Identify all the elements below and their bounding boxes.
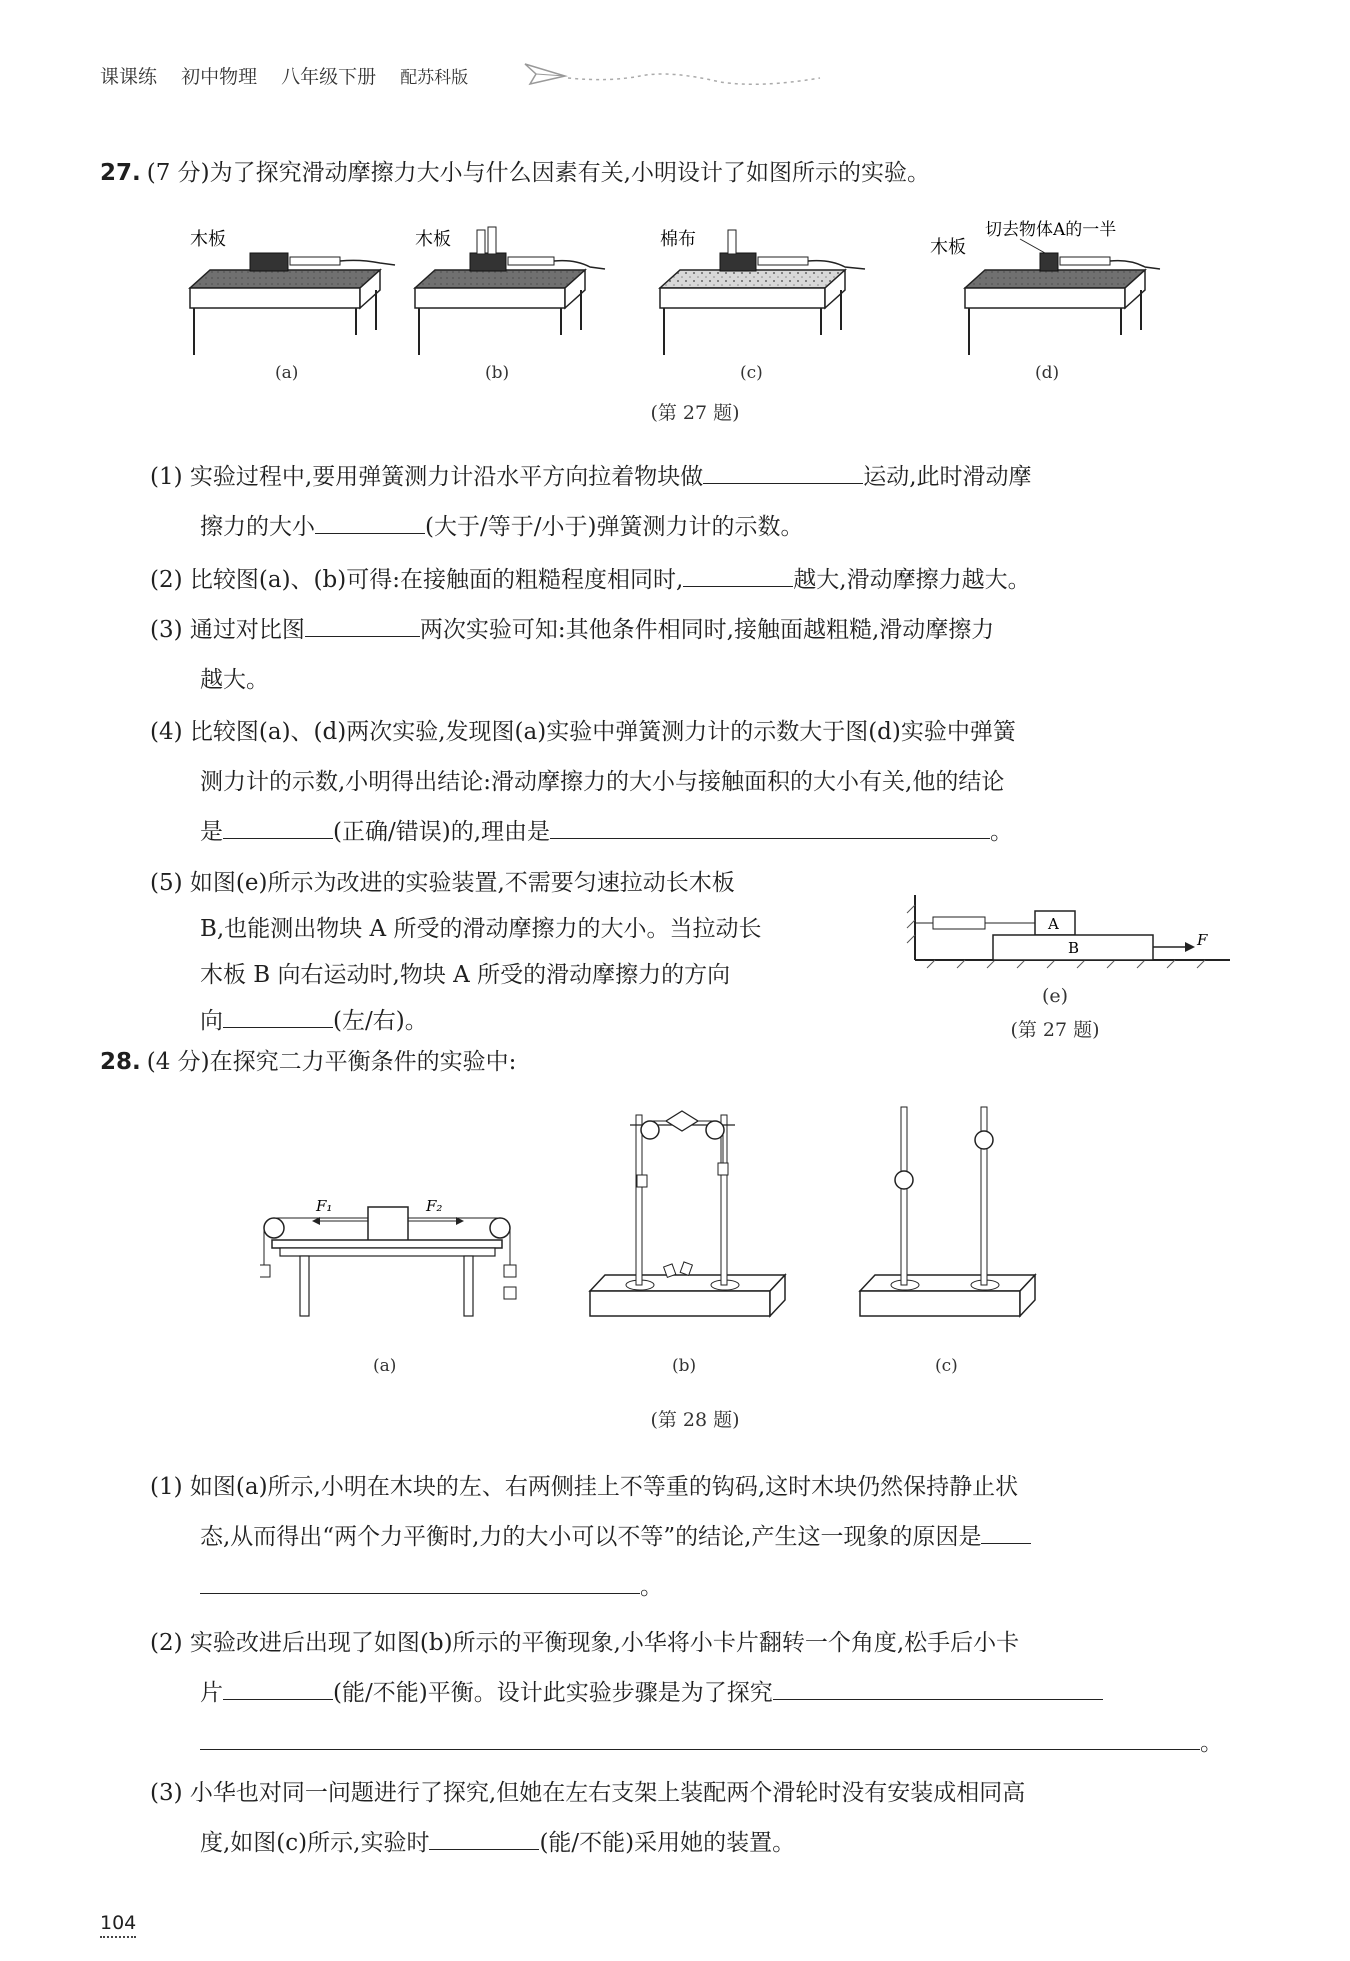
q27-fig-b-surface: 木板 bbox=[415, 229, 451, 250]
q28-fig-a-weight-right bbox=[504, 1265, 516, 1277]
q28-sub2-blank-judge[interactable] bbox=[223, 1671, 333, 1700]
q28-fig-a-f2-label: F₂ bbox=[426, 1197, 443, 1215]
q27-fig-c-cloth bbox=[660, 270, 845, 288]
q27-fig-e-force-label: F bbox=[1197, 931, 1208, 949]
q28-caption: (第 28 题) bbox=[650, 1409, 740, 1431]
q28-sub2: (2) 实验改进后出现了如图(b)所示的平衡现象,小华将小卡片翻转一个角度,松手后小卡 片 (能/不能)平衡。设计此实验步骤是为了探究 。 bbox=[150, 1630, 1223, 1756]
q27-sub4-blank-reason[interactable] bbox=[550, 810, 990, 839]
q28-fig-c-post-left bbox=[901, 1107, 907, 1285]
q27-fig-c-weight bbox=[728, 230, 736, 254]
q27-fig-e-label: (e) bbox=[1041, 985, 1069, 1007]
q27-fig-a-spring-scale bbox=[290, 257, 340, 265]
q28-fig-c-label: (c) bbox=[935, 1356, 958, 1375]
q27-number: 27. bbox=[100, 160, 141, 186]
q27-sub5-blank[interactable] bbox=[223, 999, 333, 1028]
header-grade: 八年级下册 bbox=[281, 66, 377, 88]
q27-fig-b-board bbox=[415, 270, 585, 288]
q28-fig-a-label: (a) bbox=[373, 1356, 397, 1375]
q28-fig-b-base bbox=[590, 1275, 785, 1291]
q27-caption: (第 27 题) bbox=[650, 402, 740, 424]
q27-fig-c-surface: 棉布 bbox=[660, 229, 696, 250]
q27-fig-e-spring-scale bbox=[933, 917, 985, 929]
q27-figure-c bbox=[660, 229, 865, 383]
page-header bbox=[100, 62, 486, 89]
q27-sub5: (5) 如图(e)所示为改进的实验装置,不需要匀速拉动长木板 B,也能测出物块 A 所受的滑动摩擦力的大小。当拉动长 木板 B 向右运动时,物块 A 所受的滑动摩擦力的方向 向 (左/右)。 bbox=[150, 870, 762, 1034]
q28-fig-a-table bbox=[272, 1240, 502, 1248]
q27-fig-d-half-block bbox=[1040, 253, 1058, 271]
q28-fig-a-weight-left bbox=[260, 1265, 270, 1277]
q27-sub2-blank[interactable] bbox=[683, 558, 793, 587]
page-number: 104 bbox=[100, 1912, 136, 1938]
q27-fig-a-block bbox=[250, 253, 288, 271]
q28-fig-b-pulley-left bbox=[641, 1121, 659, 1139]
q28-fig-b-label: (b) bbox=[672, 1356, 697, 1375]
q27-figure-d bbox=[930, 220, 1160, 383]
q28-figure-c bbox=[860, 1107, 1035, 1375]
q27-sub3: (3) 通过对比图 两次实验可知:其他条件相同时,接触面越粗糙,滑动摩擦力 越大。 bbox=[150, 605, 1230, 705]
q27-sub3-blank[interactable] bbox=[305, 608, 420, 637]
q27-fig-d-hand bbox=[1110, 261, 1160, 269]
q28-fig-b-pulley-right bbox=[706, 1121, 724, 1139]
q27-fig-e-caption: (第 27 题) bbox=[1010, 1019, 1100, 1041]
q28-fig-b-weight-left bbox=[637, 1175, 647, 1187]
q27-fig-b-label: (b) bbox=[485, 363, 510, 383]
q27-sub2: (2) 比较图(a)、(b)可得:在接触面的粗糙程度相同时, 越大,滑动摩擦力越大。 bbox=[150, 555, 1230, 605]
q27-fig-b-block bbox=[470, 253, 506, 271]
q28-fig-b-weight-right bbox=[718, 1163, 728, 1175]
q27-figure-b bbox=[415, 227, 605, 383]
header-series: 课课练 bbox=[100, 66, 158, 88]
q27-figure-a bbox=[190, 229, 395, 383]
q27-fig-e-label-b: B bbox=[1068, 939, 1080, 957]
q28-fig-c-base bbox=[860, 1275, 1035, 1291]
q27-fig-d-board bbox=[965, 270, 1145, 288]
header-paper-plane-decoration bbox=[520, 52, 830, 102]
q28-intro-line bbox=[100, 1047, 516, 1077]
q27-fig-c-spring-scale bbox=[758, 257, 808, 265]
q27-fig-d-note: 切去物体A的一半 bbox=[985, 220, 1117, 240]
q27-fig-e-label-a: A bbox=[1048, 915, 1059, 933]
q28-intro: (4 分)在探究二力平衡条件的实验中: bbox=[146, 1049, 517, 1075]
q28-fig-a-pulley-left bbox=[264, 1218, 284, 1238]
q28-fig-b-post-right bbox=[721, 1115, 727, 1285]
header-edition: 配苏科版 bbox=[400, 68, 469, 88]
q28-fig-c-pulley-right bbox=[975, 1131, 993, 1149]
q27-fig-c-block bbox=[720, 253, 756, 271]
q28-fig-a-pulley-right bbox=[490, 1218, 510, 1238]
q28-figure-a bbox=[260, 1197, 516, 1375]
q28-fig-b-post-left bbox=[636, 1115, 642, 1285]
q27-fig-c-label: (c) bbox=[740, 363, 763, 383]
q27-sub1-blank-motion[interactable] bbox=[703, 455, 863, 484]
q27-fig-a-label: (a) bbox=[275, 363, 299, 383]
q27-fig-a-hand bbox=[340, 260, 395, 265]
q27-fig-a-surface: 木板 bbox=[190, 229, 226, 250]
q28-fig-a-block bbox=[368, 1207, 408, 1241]
q28-fig-c-pulley-left bbox=[895, 1171, 913, 1189]
q27-sub1-blank-compare[interactable] bbox=[315, 505, 425, 534]
q27-fig-d-spring-scale bbox=[1060, 257, 1110, 265]
q27-fig-a-board bbox=[190, 270, 380, 288]
q27-fig-c-hand bbox=[808, 261, 865, 269]
q27-intro: (7 分)为了探究滑动摩擦力大小与什么因素有关,小明设计了如图所示的实验。 bbox=[146, 160, 930, 186]
q27-sub4-blank-judge[interactable] bbox=[223, 810, 333, 839]
q27-sub1: (1) 实验过程中,要用弹簧测力计沿水平方向拉着物块做 运动,此时滑动摩 擦力的大小 (大于/等于/小于)弹簧测力计的示数。 bbox=[150, 452, 1230, 552]
q28-fig-a-f1-label: F₁ bbox=[316, 1197, 333, 1215]
q27-sub4: (4) 比较图(a)、(d)两次实验,发现图(a)实验中弹簧测力计的示数大于图(d)实验中弹簧 测力计的示数,小明得出结论:滑动摩擦力的大小与接触面积的大小有关,他的结论 是 (正确/错误)的,理由是 。 bbox=[150, 719, 1016, 845]
q28-sub3-blank[interactable] bbox=[429, 1821, 539, 1850]
q27-fig-d-surface: 木板 bbox=[930, 237, 966, 258]
q27-intro-line bbox=[100, 158, 930, 188]
q28-sub2-blank-purpose-b[interactable] bbox=[200, 1721, 1200, 1750]
q28-sub2-blank-purpose-a[interactable] bbox=[773, 1671, 1103, 1700]
q27-figure-e bbox=[905, 885, 1240, 1035]
q28-figures bbox=[260, 1095, 1130, 1375]
q27-fig-d-label: (d) bbox=[1035, 363, 1060, 383]
q28-sub3: (3) 小华也对同一问题进行了探究,但她在左右支架上装配两个滑轮时没有安装成相同高 度,如图(c)所示,实验时 (能/不能)采用她的装置。 bbox=[150, 1780, 1026, 1856]
q28-sub1-blank-a[interactable] bbox=[981, 1515, 1031, 1544]
q28-sub1-blank-b[interactable] bbox=[200, 1565, 640, 1594]
q28-sub1: (1) 如图(a)所示,小明在木块的左、右两侧挂上不等重的钩码,这时木块仍然保持静止状 态,从而得出“两个力平衡时,力的大小可以不等”的结论,产生这一现象的原因是 。 bbox=[150, 1462, 1230, 1612]
q28-number: 28. bbox=[100, 1049, 141, 1075]
q28-fig-b-card bbox=[666, 1111, 698, 1131]
q27-fig-b-spring-scale bbox=[508, 257, 554, 265]
header-subject: 初中物理 bbox=[181, 66, 258, 88]
q27-fig-b-weight bbox=[477, 230, 485, 254]
q28-figure-b bbox=[590, 1111, 785, 1375]
q27-fig-b-hand bbox=[554, 261, 605, 269]
q27-figures-abcd bbox=[180, 215, 1240, 420]
